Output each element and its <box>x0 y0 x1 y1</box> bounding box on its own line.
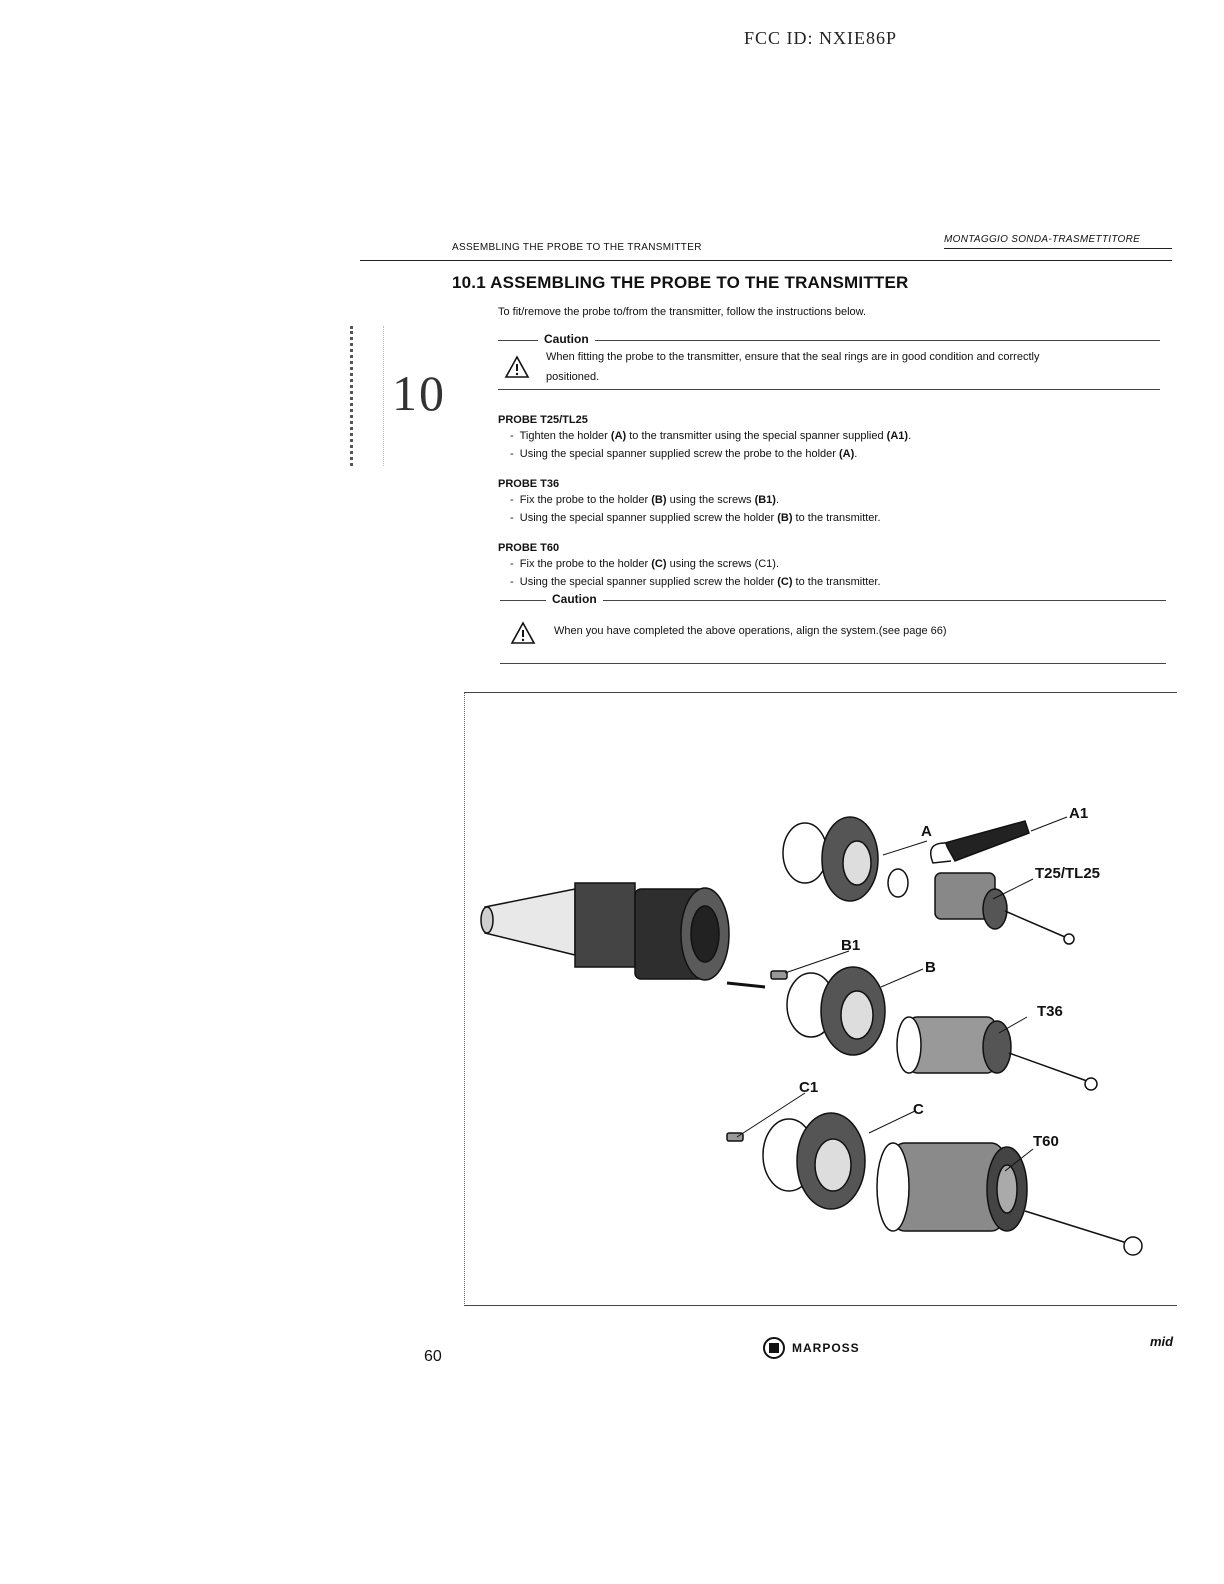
label-b: B <box>925 959 936 976</box>
transmitter-body <box>481 883 765 987</box>
caution-label: Caution <box>538 332 595 346</box>
probe-t36 <box>897 1017 1097 1090</box>
warning-icon <box>510 621 536 645</box>
holder-b <box>787 967 885 1055</box>
label-t60: T60 <box>1033 1133 1059 1150</box>
marposs-logo-icon <box>762 1336 786 1360</box>
label-c1: C1 <box>799 1079 819 1096</box>
brand-name: MARPOSS <box>792 1341 860 1355</box>
header-rule-right <box>944 248 1172 249</box>
list-item: - Using the special spanner supplied screw the probe to the holder (A). <box>510 448 858 460</box>
label-a: A <box>921 823 932 840</box>
footer-code: mid <box>1150 1334 1174 1349</box>
running-header-right: MONTAGGIO SONDA-TRASMETTITORE <box>944 234 1141 245</box>
caution-text-line2: positioned. <box>546 371 600 383</box>
brand-logo <box>762 1336 860 1360</box>
assembly-figure <box>464 692 1177 1306</box>
probe-t60-title: PROBE T60 <box>498 542 560 554</box>
caution-label: Caution <box>546 592 603 606</box>
caution-text-line1: When fitting the probe to the transmitter, ensure that the seal rings are in good condition and correctly <box>546 351 1040 363</box>
spanner-a1 <box>931 821 1029 863</box>
label-a1: A1 <box>1069 805 1089 822</box>
chapter-number: 10 <box>392 365 446 421</box>
caution-text-line1: When you have completed the above operations, align the system.(see page 66) <box>554 625 947 637</box>
fcc-id: FCC ID: NXIE86P <box>744 28 898 48</box>
probe-t36-title: PROBE T36 <box>498 478 560 490</box>
header-rule <box>360 260 1172 261</box>
holder-c <box>763 1113 865 1209</box>
label-t25: T25/TL25 <box>1035 865 1101 882</box>
list-item: - Using the special spanner supplied screw the holder (B) to the transmitter. <box>510 512 881 524</box>
label-t36: T36 <box>1037 1003 1063 1020</box>
list-item: - Tighten the holder (A) to the transmitter using the special spanner supplied (A1). <box>510 430 912 442</box>
probe-t25-title: PROBE T25/TL25 <box>498 414 588 426</box>
probe-t25 <box>935 873 1074 944</box>
warning-icon <box>504 355 530 379</box>
label-b1: B1 <box>841 937 861 954</box>
running-header-left: ASSEMBLING THE PROBE TO THE TRANSMITTER <box>452 242 702 253</box>
exploded-view-drawing <box>465 693 1177 1305</box>
holder-a <box>783 817 908 901</box>
caution-box <box>498 332 1160 390</box>
screw-b1 <box>771 971 787 979</box>
label-c: C <box>913 1101 924 1118</box>
caution-box <box>500 592 1166 664</box>
list-item: - Fix the probe to the holder (C) using the screws (C1). <box>510 558 780 570</box>
page-number: 60 <box>424 1348 442 1365</box>
list-item: - Fix the probe to the holder (B) using the screws (B1). <box>510 494 780 506</box>
probe-t60 <box>877 1143 1142 1255</box>
list-item: - Using the special spanner supplied screw the holder (C) to the transmitter. <box>510 576 881 588</box>
section-intro: To fit/remove the probe to/from the transmitter, follow the instructions below. <box>498 306 867 318</box>
chapter-tab-marker <box>350 326 384 466</box>
section-title: 10.1 ASSEMBLING THE PROBE TO THE TRANSMITTER <box>452 273 909 292</box>
